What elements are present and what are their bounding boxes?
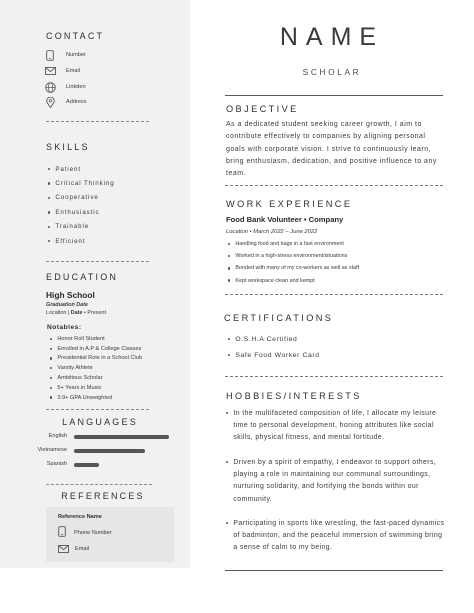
language-english — [0, 432, 190, 442]
hobby-item: In the multifaceted composition of life, I allocate my leisure time to personal development, honing attributes like social skills, physical fitness, and mental fortitude. — [226, 408, 448, 445]
divider — [225, 185, 443, 186]
notable-item: Ambitious Scholar — [50, 373, 142, 383]
notable-item: 5+ Years in Music — [50, 383, 142, 393]
certification-item: O.S.H.A Certified — [228, 331, 320, 347]
candidate-name: NAME — [279, 23, 385, 51]
language-vietnamese — [0, 446, 190, 456]
contact-heading: CONTACT — [46, 31, 105, 41]
skill-item: Patient — [48, 162, 115, 176]
skill-item: Critical Thinking — [48, 176, 115, 190]
language-name: Vietnamese — [37, 447, 67, 453]
bullet — [48, 211, 50, 213]
divider — [225, 294, 443, 295]
skill-item: Efficient — [48, 234, 115, 248]
contact-email-label: Email — [66, 68, 80, 74]
bullet — [48, 182, 50, 184]
notable-item: Varsity Athlete — [50, 363, 142, 373]
skill-item: Cooperative — [48, 191, 115, 205]
objective-heading: OBJECTIVE — [226, 104, 299, 114]
mail-icon — [58, 540, 69, 558]
location-pin-icon — [44, 96, 56, 108]
reference-card — [46, 507, 174, 562]
bullet — [228, 255, 230, 257]
language-name: Spanish — [46, 461, 67, 467]
skill-item: Enthusiastic — [48, 205, 115, 219]
hobby-item: Participating in sports like wrestling, the fast-paced dynamics of badminton, and the peaceful immersion of swimming bring a sense of calm to my being. — [226, 518, 448, 555]
certifications-heading: CERTIFICATIONS — [224, 313, 334, 323]
reference-name: Reference Name — [58, 514, 102, 520]
bullet — [48, 168, 50, 170]
mail-icon — [44, 65, 56, 77]
certification-item: Safe Food Worker Card — [228, 347, 320, 363]
bullet — [48, 240, 50, 242]
divider — [46, 261, 149, 262]
contact-address-label: Address — [66, 99, 87, 105]
notables-list — [50, 334, 142, 403]
divider — [46, 484, 152, 485]
contact-phone-label: Number — [66, 52, 86, 58]
references-heading: REFERENCES — [61, 491, 145, 501]
reference-email-label: Email — [75, 546, 89, 552]
phone-icon — [44, 49, 56, 61]
candidate-title: SCHOLAR — [302, 67, 362, 77]
divider — [46, 121, 149, 122]
duties-list — [228, 238, 359, 287]
duty-item: Kept workspace clean and kempt — [228, 275, 359, 287]
globe-icon — [44, 81, 56, 93]
bullet — [48, 226, 50, 228]
bullet — [50, 367, 52, 369]
bullet — [228, 354, 230, 356]
reference-email[interactable] — [58, 543, 89, 555]
graduation-date: Graduation Date — [46, 302, 88, 308]
languages-heading: LANGUAGES — [62, 417, 138, 427]
notables-label: Notables: — [47, 324, 82, 331]
bullet — [48, 197, 50, 199]
contact-email[interactable] — [44, 65, 80, 77]
divider — [46, 409, 149, 410]
job-title: Food Bank Volunteer • Company — [226, 215, 344, 224]
bullet — [50, 377, 52, 379]
skill-item: Trainable — [48, 220, 115, 234]
language-name: English — [48, 433, 67, 439]
bullet — [50, 387, 52, 389]
language-spanish — [0, 460, 190, 470]
contact-address[interactable] — [44, 96, 87, 108]
reference-phone[interactable] — [58, 527, 112, 539]
job-meta: Location • March 2022 – June 2022 — [226, 229, 318, 235]
hobbies-heading: HOBBIES/INTERESTS — [226, 391, 362, 401]
bullet — [226, 412, 228, 414]
language-level-bar — [74, 435, 169, 439]
notable-item: 3.9+ GPA Unweighted — [50, 393, 142, 403]
language-level-bar — [74, 463, 99, 467]
bullet — [50, 396, 52, 398]
duty-item: Handling food and bags in a fast environment — [228, 238, 359, 250]
bullet — [228, 243, 230, 245]
certifications-list — [228, 331, 320, 363]
bullet — [50, 338, 52, 340]
bullet — [228, 279, 230, 281]
notable-item: Presidential Role in a School Club — [50, 354, 142, 364]
skills-heading: SKILLS — [46, 142, 90, 152]
bullet — [226, 461, 228, 463]
school-name: High School — [46, 290, 95, 300]
bullet — [228, 338, 230, 340]
contact-phone[interactable] — [44, 49, 86, 61]
contact-linkedin[interactable] — [44, 81, 86, 93]
language-level-bar — [74, 449, 145, 453]
contact-linkedin-label: Linkden — [66, 84, 86, 90]
reference-phone-label: Phone Number — [74, 530, 112, 536]
divider — [225, 95, 443, 96]
divider — [225, 570, 443, 571]
education-location: Location | Date • Present — [46, 310, 106, 316]
bullet — [226, 522, 228, 524]
duty-item: Bonded with many of my co-workers as well as staff — [228, 262, 359, 274]
notable-item: Enrolled in A.P & College Classes — [50, 344, 142, 354]
duty-item: Worked in a high-stress environment/situations — [228, 250, 359, 262]
education-heading: EDUCATION — [46, 272, 119, 282]
bullet — [228, 267, 230, 269]
sidebar — [0, 0, 190, 568]
divider — [225, 376, 443, 377]
bullet — [50, 348, 52, 350]
objective-text: As a dedicated student seeking career growth, I aim to contribute effectively to companies by aligning personal goals with corporate vision. I strive to continuously learn, bring enthusiasm, dedication, and positive influence to any team. — [226, 121, 437, 178]
notable-item: Honor Roll Student — [50, 334, 142, 344]
skills-list — [48, 162, 115, 248]
hobby-item: Driven by a spirit of empathy, I endeavor to support others, playing a role in maintaining our communal surroundings, nurturing solidarity, and fortifying the bonds within our community. — [226, 457, 448, 506]
experience-heading: WORK EXPERIENCE — [226, 199, 353, 209]
bullet — [50, 357, 52, 359]
